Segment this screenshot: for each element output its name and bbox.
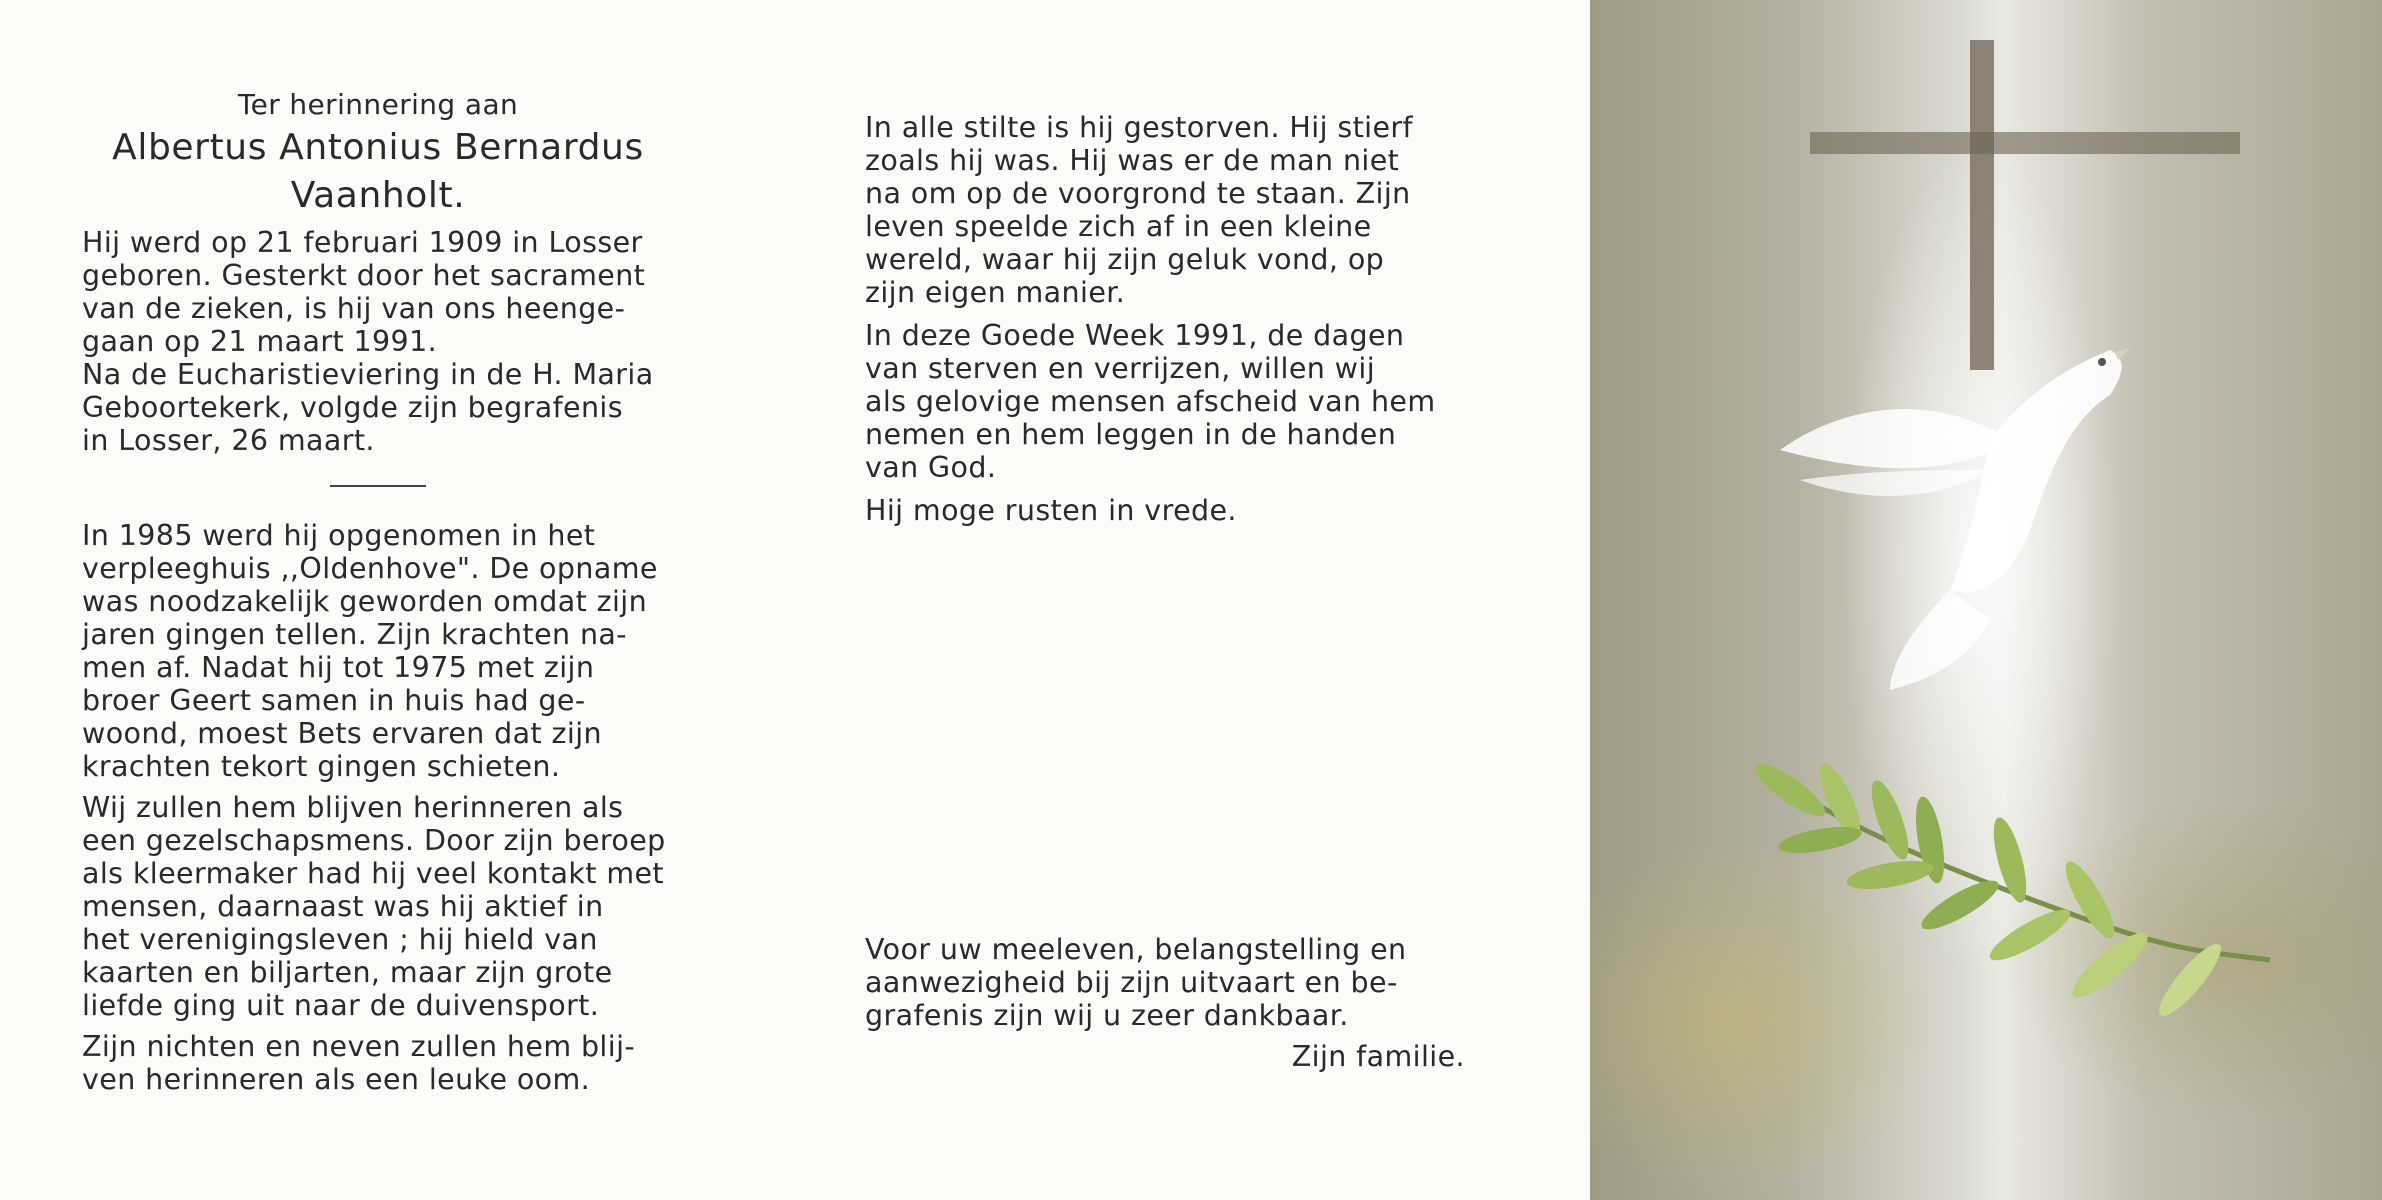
middle-panel	[865, 111, 1465, 537]
family-paragraph: Zijn nichten en neven zullen hem blij- ven herinneren als een leuke oom.	[82, 1030, 636, 1096]
thanks-block	[865, 933, 1465, 1073]
olive-branch-icon	[1749, 756, 2270, 1023]
artwork-illustration	[1590, 0, 2382, 1200]
deceased-name-line-2: Vaanholt.	[290, 175, 466, 216]
family-signature: Zijn familie.	[1291, 1040, 1465, 1073]
dove-icon	[1780, 348, 2130, 690]
intro-line: Ter herinnering aan	[237, 88, 519, 121]
thanks-text: Voor uw meeleven, belangstelling en aanwezigheid bij zijn uitvaart en be- grafenis zijn wij u zeer dankbaar.	[865, 933, 1407, 1032]
left-panel	[82, 88, 674, 1104]
holy-week-paragraph: In deze Goede Week 1991, de dagen van sterven en verrijzen, willen wij als gelovige mensen afscheid van hem nemen en hem leggen in de handen van God.	[865, 319, 1436, 484]
personality-paragraph: Wij zullen hem blijven herinneren als een gezelschapsmens. Door zijn beroep als kleermaker had hij veel kontakt met mensen, daarnaast was hij aktief in het verenigingsleven ; hij hield van kaarten en biljarten, maar zijn grote liefde ging uit naar de duivensport.	[82, 791, 666, 1022]
birth-death-paragraph: Hij werd op 21 februari 1909 in Losser geboren. Gesterkt door het sacrament van de zieken, is hij van ons heenge- gaan op 21 maart 1991. Na de Eucharistieviering in de H. Maria Geboortekerk, volgde zijn begrafenis in Losser, 26 maart.	[82, 226, 654, 457]
rest-in-peace-line: Hij moge rusten in vrede.	[865, 494, 1237, 527]
character-paragraph: In alle stilte is hij gestorven. Hij stierf zoals hij was. Hij was er de man niet na om op de voorgrond te staan. Zijn leven speelde zich af in een kleine wereld, waar hij zijn geluk vond, op zijn eigen manier.	[865, 111, 1413, 309]
divider	[330, 485, 426, 487]
nursing-home-paragraph: In 1985 werd hij opgenomen in het verpleeghuis ,,Oldenhove". De opname was noodzakelijk geworden omdat zijn jaren gingen tellen. Zijn krachten na- men af. Nadat hij tot 1975 met zijn broer Geert samen in huis had ge- woond, moest Bets ervaren dat zijn krachten tekort gingen schieten.	[82, 519, 658, 783]
artwork-panel	[1590, 0, 2382, 1200]
cross-icon	[1810, 40, 2240, 370]
deceased-name-line-1: Albertus Antonius Bernardus	[112, 127, 644, 168]
